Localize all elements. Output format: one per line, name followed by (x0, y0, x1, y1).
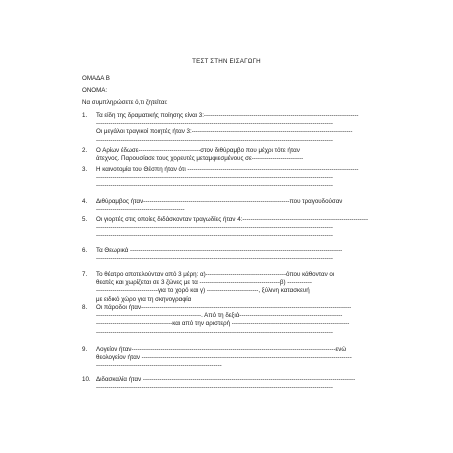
answer-line: ------------------------------------------------------------- (96, 362, 222, 370)
question-line: Τα Θεωρικά ------------------------------------------------------------------------------------------------------- (96, 247, 343, 254)
question-line: Οι γιορτές στις οποίες διδάσκονταν τραγωδίες ήταν 4:------------------------------------------------------------- (96, 216, 369, 223)
question-number: 2. (82, 147, 88, 154)
question-number: 3. (82, 166, 88, 173)
answer-line: ------------------------------------------- (96, 206, 185, 214)
answer-line: ------------------------------------------------------------------------------------------------------------------- (96, 224, 333, 232)
question-line: Το θέατρο αποτελούνταν από 3 μέρη: α)---------------------------------------όπου κάθονταν οι (96, 271, 335, 278)
question-number: 8. (82, 304, 88, 311)
answer-line: ------------------------------------------------------------------------------------------------------------------- (96, 232, 333, 240)
question-number: 9. (82, 346, 88, 353)
question-line: ------------------------------για το χορό και γ) -------------------------, ξύλινη κατασκευή (96, 287, 310, 295)
question-line: Οι πάροδοι ήταν------------------------------------------------------------------------------------------------------ (96, 304, 352, 311)
question-number: 5. (82, 216, 88, 223)
answer-line: ------------------------------------------------------------------------------------------------------------------- (96, 136, 333, 144)
question-number: 6. (82, 247, 88, 254)
question-line: Οι μεγάλοι τραγικοί ποιητές ήταν 3:------------------------------------------------------------------------------ (96, 128, 353, 136)
answer-line: ------------------------------------------------------------------------------------------------------------------- (96, 255, 333, 263)
answer-line: ------------------------------------------------------------------------------------------------------------------- (96, 182, 333, 190)
question-number: 4. (82, 198, 88, 205)
answer-line: ------------------------------------------------------------------------------------------------------------------- (96, 328, 333, 336)
instructions: Να συμπληρώσετε ό,τι ζητείται: (82, 99, 168, 106)
answer-line: ------------------------------------------------------------------------------------------------------------------- (96, 120, 333, 128)
question-number: 7. (82, 271, 88, 278)
question-line: άτεχνος. Παρουσίασε τους χορευτές μεταμφιεσμένους σε------------------------- (96, 155, 304, 163)
question-line: Η καινοτομία του Θέσπη ήταν ότι ----------------------------------------------------------------------------------- (96, 166, 359, 173)
question-line: Διδασκαλία ήταν ------------------------------------------------------------------------------------------------------- (96, 376, 356, 383)
question-line: με ειδικό χώρο για τη σκηνογραφία (96, 295, 192, 303)
question-line: θεολογείον ήταν ------------------------------------------------------------------------------------------------------ (96, 354, 352, 362)
question-line: ---------------------------------------------------. Από τη δεξιά-------------------------------------------------- (96, 312, 343, 320)
question-line: Διθύραμβος ήταν-----------------------------------------------------------------------που τραγουδούσαν (96, 198, 343, 205)
question-line: Λογείον ήταν---------------------------------------------------------------------------------------------------ενώ (96, 346, 347, 353)
page-title: ΤΕΣΤ ΣΤΗΝ ΕΙΣΑΓΩΓΗ (192, 58, 261, 65)
group-label: ΟΜΑΔΑ Β (82, 75, 110, 82)
question-line: θεατές και χωρίζεται σε 3 ζώνες με τα ---------------------------------------β) ------------ (96, 279, 312, 287)
name-label: ΟΝΟΜΑ: (82, 87, 108, 94)
question-line: Ο Αρίων έδωσε------------------------------στον διθύραμβο που μέχρι τότε ήταν (96, 147, 300, 154)
answer-line: ------------------------------------------------------------------------------------------------------------------- (96, 384, 333, 392)
answer-line: ------------------------------------------------------------------------------------------------------------------- (96, 174, 333, 182)
question-number: 10. (82, 376, 91, 383)
question-line: -------------------------------------και από την αριστερή --------------------------------------------------------- (96, 320, 350, 328)
question-number: 1. (82, 112, 88, 119)
question-line: Τα είδη της δραματικής ποίησης είναι 3:--------------------------------------------------------------------------- (96, 112, 359, 119)
